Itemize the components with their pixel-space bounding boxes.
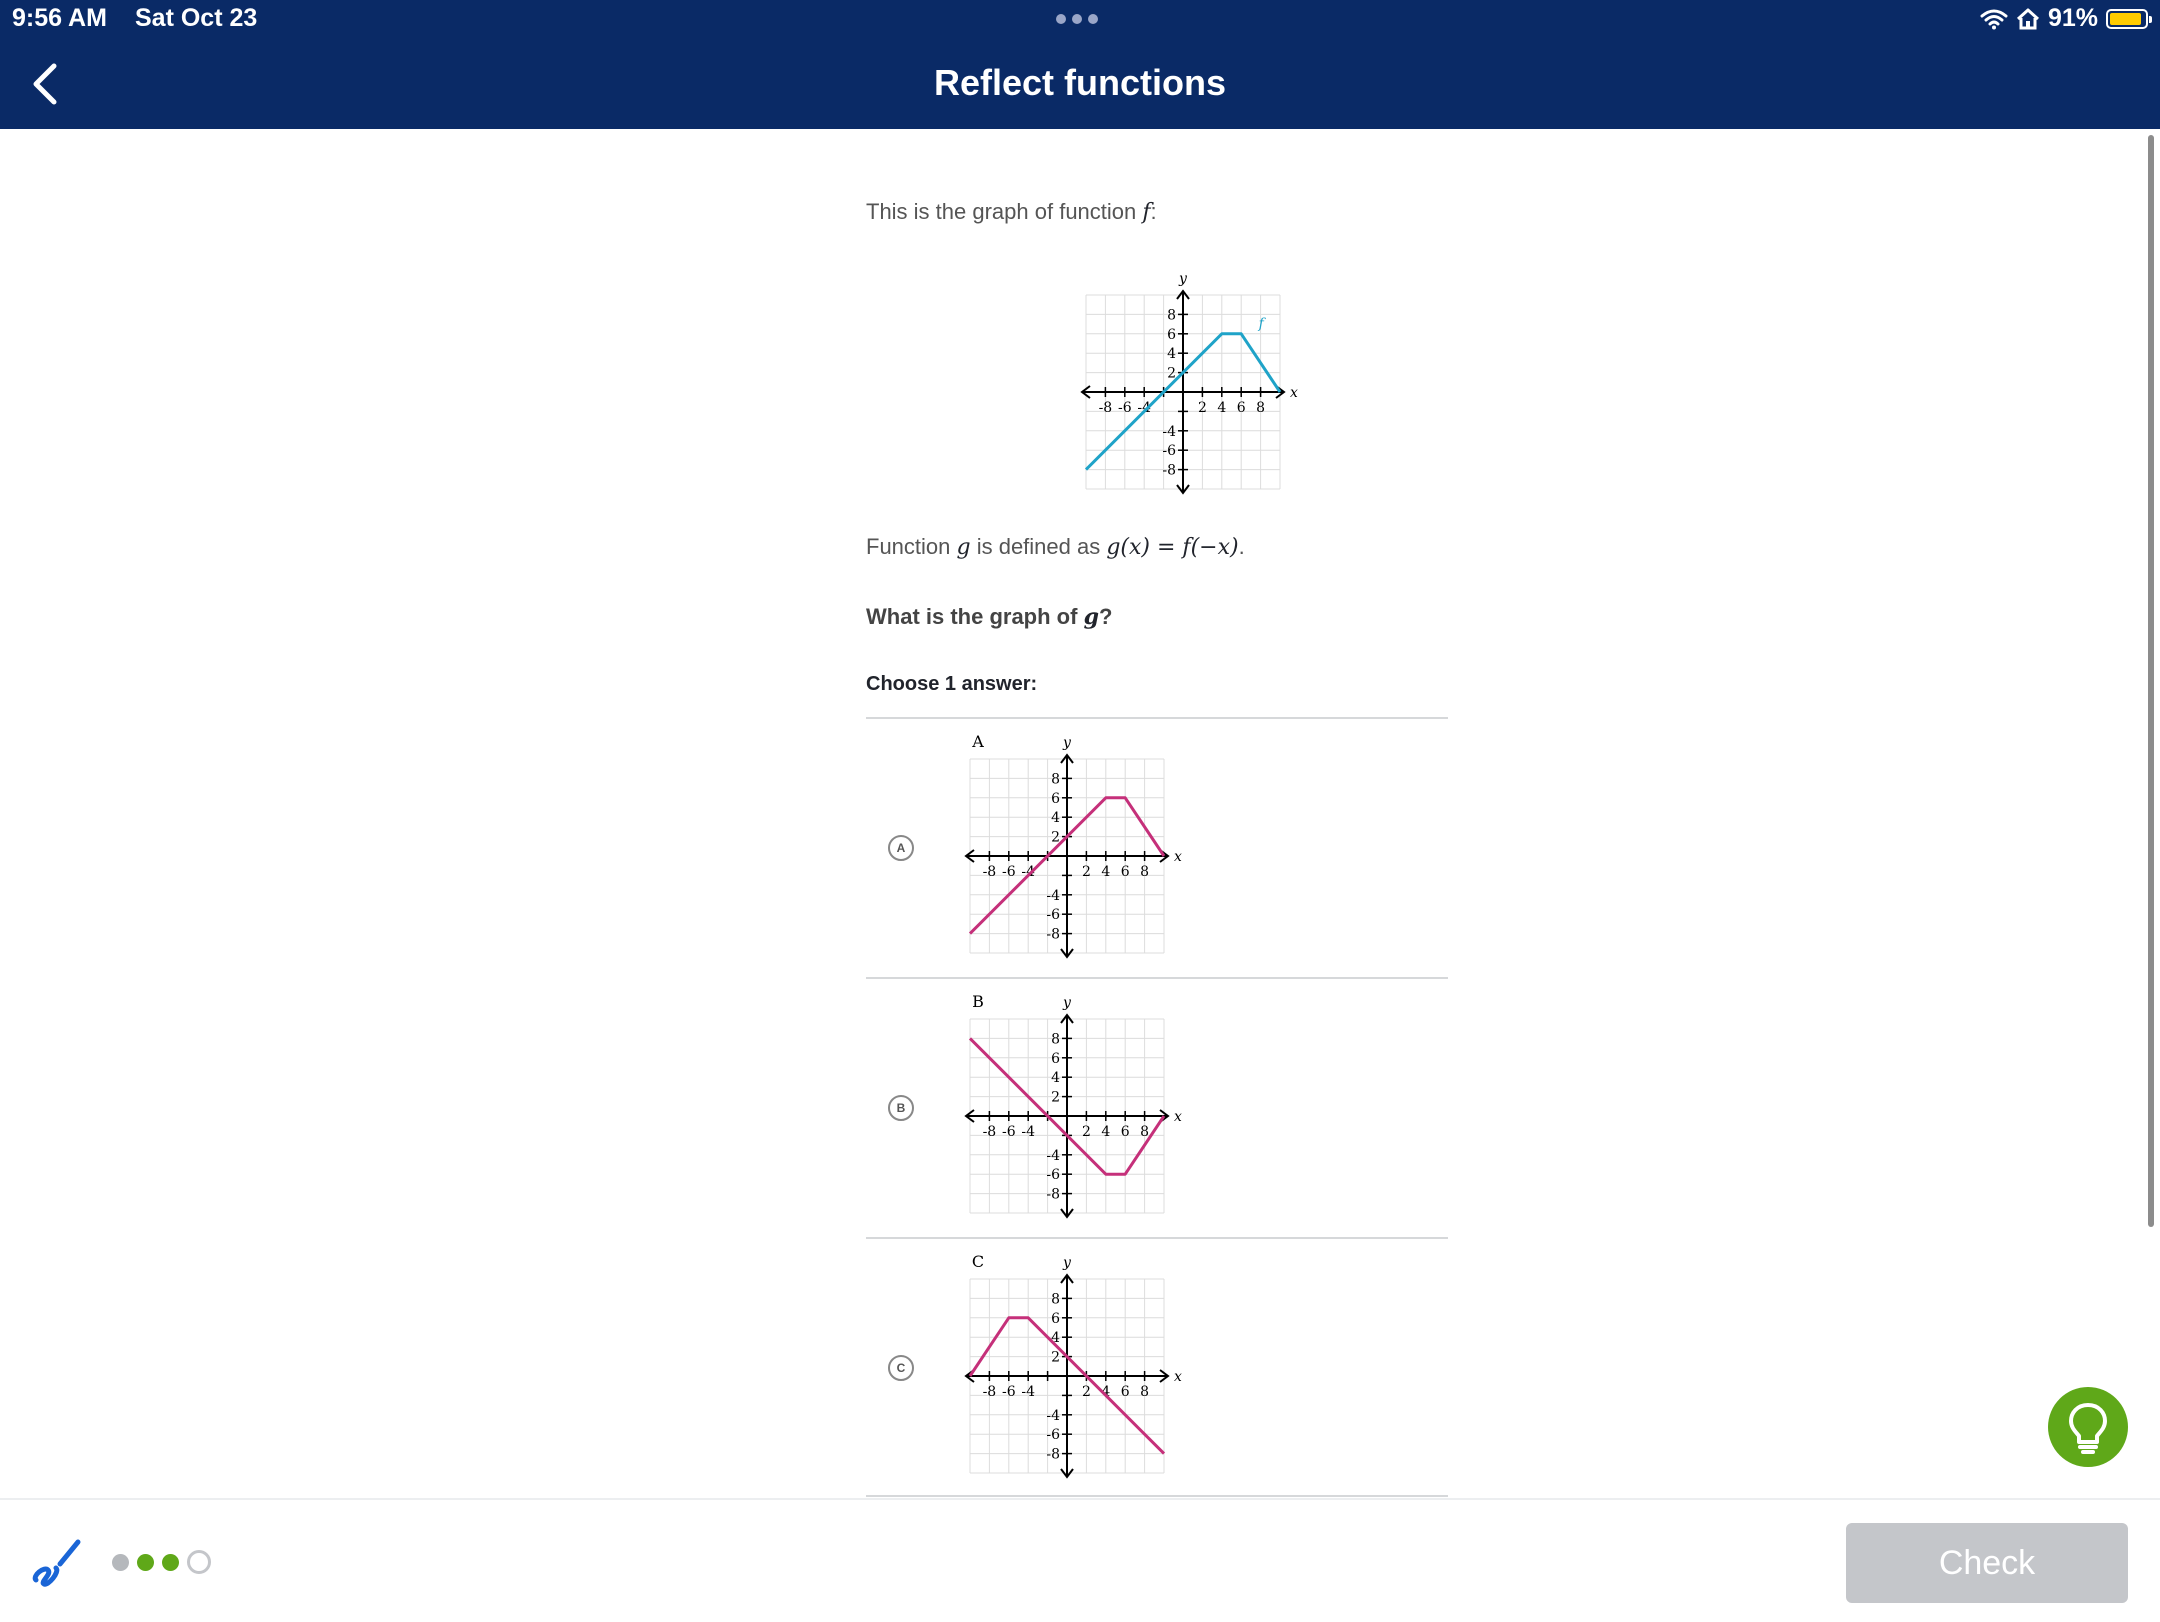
x-tick-label: -8 (982, 864, 997, 880)
y-tick-label: -8 (1046, 926, 1060, 943)
choice-b-graph (926, 991, 1182, 1215)
radio-c[interactable]: C (888, 1355, 914, 1381)
y-tick-label: -8 (1046, 1446, 1060, 1463)
home-icon (2016, 8, 2040, 30)
x-tick-label: -8 (982, 1384, 997, 1400)
scrollbar[interactable] (2148, 135, 2154, 1227)
choice-c[interactable] (866, 1239, 1448, 1497)
x-tick-label: 6 (1236, 400, 1246, 416)
x-axis-label: x (1290, 385, 1298, 401)
x-tick-label: 6 (1120, 864, 1130, 880)
y-axis-label: y (1063, 735, 1071, 751)
choice-a-graph (926, 731, 1182, 955)
y-tick-label: -6 (1046, 907, 1060, 924)
status-date: Sat Oct 23 (135, 4, 258, 32)
progress-indicator (112, 1550, 211, 1574)
y-axis-label: y (1063, 995, 1071, 1011)
status-right (1980, 4, 2148, 33)
question-text: What is the graph of g? (866, 604, 1113, 630)
y-tick-label: -6 (1046, 1167, 1060, 1184)
x-tick-label: -6 (1001, 1384, 1016, 1400)
y-tick-label: -4 (1046, 1407, 1060, 1424)
x-tick-label: -4 (1021, 864, 1036, 880)
divider (866, 1495, 1448, 1497)
y-tick-label: 6 (1167, 326, 1176, 343)
page-title: Reflect functions (933, 62, 1227, 103)
x-tick-label: 2 (1081, 864, 1091, 880)
x-tick-label: 4 (1101, 1124, 1111, 1140)
x-tick-label: -6 (1001, 864, 1016, 880)
function-f-graph (1042, 267, 1298, 491)
x-tick-label: -4 (1021, 1124, 1036, 1140)
y-tick-label: 8 (1051, 1291, 1060, 1308)
y-tick-label: -8 (1162, 462, 1176, 479)
bottom-bar (0, 1498, 2160, 1622)
y-tick-label: 2 (1051, 1349, 1060, 1366)
multitasking-dots-icon[interactable] (1056, 14, 1098, 24)
x-tick-label: 6 (1120, 1124, 1130, 1140)
x-tick-label: 4 (1217, 400, 1227, 416)
scratchpad-button[interactable] (30, 1536, 82, 1593)
x-tick-label: 2 (1197, 400, 1207, 416)
chart-title: B (972, 992, 984, 1011)
x-tick-label: 8 (1140, 1124, 1150, 1140)
y-tick-label: -4 (1046, 1147, 1060, 1164)
y-tick-label: 6 (1051, 1310, 1060, 1327)
y-tick-label: 4 (1051, 810, 1060, 827)
x-tick-label: 8 (1140, 864, 1150, 880)
y-tick-label: 2 (1051, 1089, 1060, 1106)
radio-b[interactable]: B (888, 1095, 914, 1121)
y-tick-label: -4 (1046, 887, 1060, 904)
choice-c-graph (926, 1251, 1182, 1475)
y-tick-label: -8 (1046, 1186, 1060, 1203)
x-tick-label: 2 (1081, 1124, 1091, 1140)
y-tick-label: -6 (1046, 1427, 1060, 1444)
choose-label: Choose 1 answer: (866, 673, 1038, 695)
pen-scribble-icon (30, 1536, 82, 1588)
battery-icon (2106, 9, 2148, 29)
top-bar (0, 0, 2160, 129)
check-button[interactable]: Check (1846, 1523, 2128, 1603)
intro-text: This is the graph of function f: (866, 199, 1157, 225)
x-tick-label: -4 (1137, 400, 1152, 416)
x-tick-label: 6 (1120, 1384, 1130, 1400)
progress-dot (112, 1554, 129, 1571)
y-tick-label: 2 (1167, 365, 1176, 382)
x-axis-label: x (1174, 849, 1182, 865)
progress-dot (137, 1554, 154, 1571)
radio-a[interactable]: A (888, 835, 914, 861)
x-tick-label: -4 (1021, 1384, 1036, 1400)
x-tick-label: -6 (1117, 400, 1132, 416)
x-tick-label: 4 (1101, 864, 1111, 880)
chart-title: A (972, 732, 984, 751)
y-tick-label: 2 (1051, 829, 1060, 846)
y-tick-label: 4 (1051, 1070, 1060, 1087)
definition-text: Function g is defined as g(x) = f(−x). (866, 534, 1245, 560)
wifi-icon (1980, 8, 2008, 30)
y-tick-label: 4 (1167, 346, 1176, 363)
x-axis-label: x (1174, 1109, 1182, 1125)
y-tick-label: 8 (1051, 771, 1060, 788)
status-time: 9:56 AM (12, 4, 107, 32)
x-tick-label: 8 (1256, 400, 1266, 416)
series-label: f (1258, 315, 1264, 332)
hint-button[interactable] (2048, 1387, 2128, 1467)
x-axis-label: x (1174, 1369, 1182, 1385)
battery-percent: 91% (2047, 4, 2098, 32)
x-tick-label: -8 (1098, 400, 1113, 416)
y-axis-label: y (1179, 271, 1187, 287)
x-tick-label: 2 (1081, 1384, 1091, 1400)
y-axis-label: y (1063, 1255, 1071, 1271)
y-tick-label: 6 (1051, 790, 1060, 807)
x-tick-label: -6 (1001, 1124, 1016, 1140)
y-tick-label: 8 (1051, 1031, 1060, 1048)
chart-title: C (971, 1252, 985, 1271)
y-tick-label: -4 (1162, 423, 1176, 440)
x-tick-label: 8 (1140, 1384, 1150, 1400)
x-tick-label: 4 (1101, 1384, 1111, 1400)
choice-a[interactable] (866, 719, 1448, 977)
x-tick-label: -8 (982, 1124, 997, 1140)
y-tick-label: 6 (1051, 1050, 1060, 1067)
y-tick-label: 4 (1051, 1330, 1060, 1347)
progress-dot (162, 1554, 179, 1571)
lightbulb-icon (2048, 1387, 2128, 1467)
choice-b[interactable] (866, 979, 1448, 1237)
progress-dot (187, 1550, 211, 1574)
y-tick-label: 8 (1167, 307, 1176, 324)
y-tick-label: -6 (1162, 443, 1176, 460)
